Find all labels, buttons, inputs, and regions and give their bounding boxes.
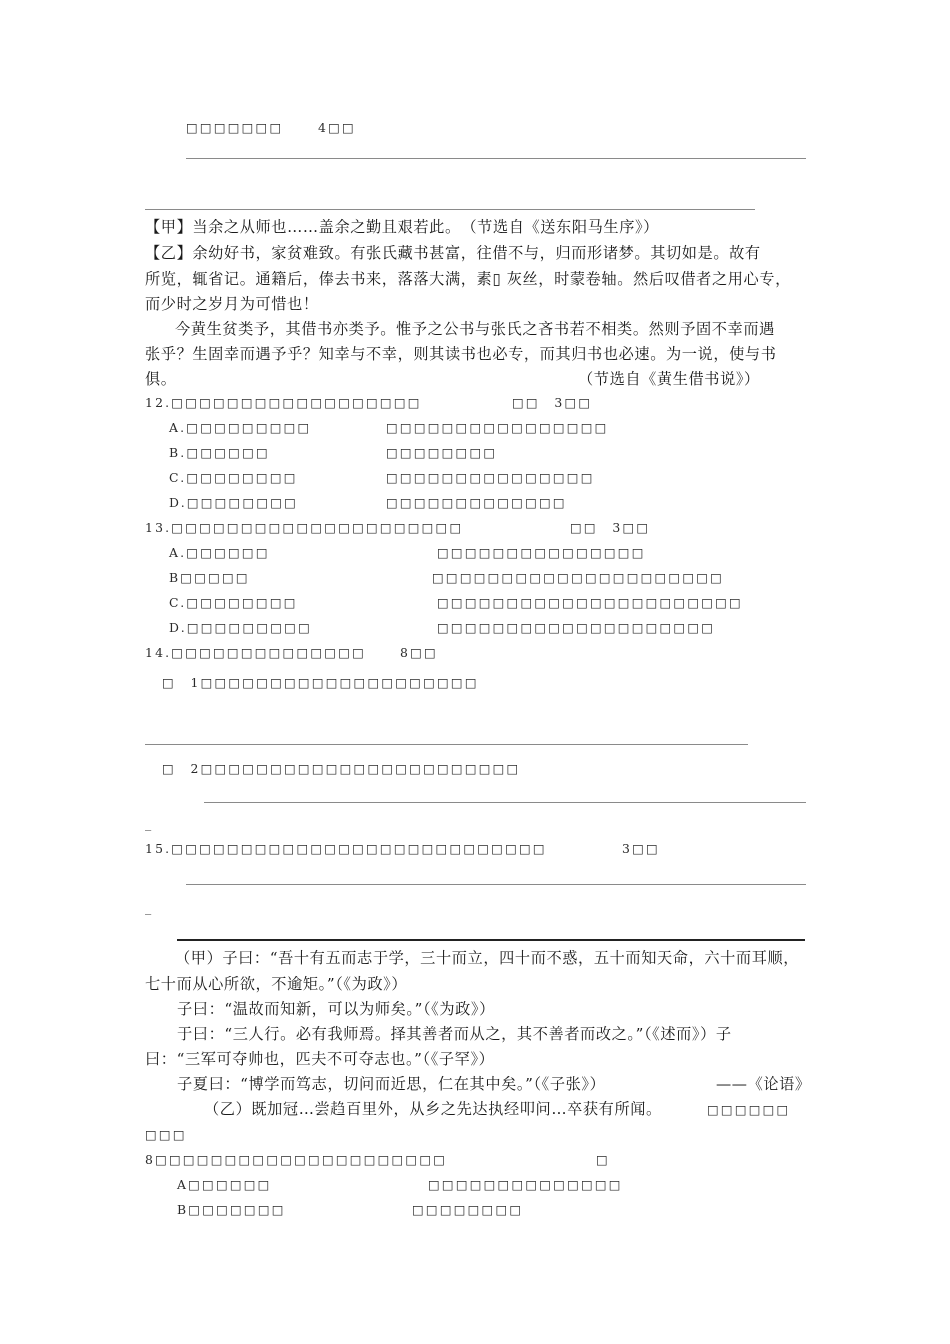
question-12-stem: 12.□□□□□□□□□□□□□□□□□□ <box>145 395 422 410</box>
section-divider <box>177 939 805 941</box>
option-a-left: A□□□□□□ <box>177 1177 272 1192</box>
passage-lunyu-source: ——《论语》 <box>716 1075 811 1093</box>
passage-yi-line: 俱。 <box>145 370 177 388</box>
question-12-points: □□ 3□□ <box>512 395 593 410</box>
question-prompt: □□□□□□□ <box>186 120 284 135</box>
passage-yi-line: 而少时之岁月为可惜也！ <box>145 295 319 313</box>
passage-yi2: （乙）既加冠…尝趋百里外，从乡之先达执经叩问…卒获有所闻。 <box>204 1100 662 1118</box>
passage-yi2-cont: □□□ <box>145 1127 187 1142</box>
answer-line <box>145 744 748 745</box>
passage-yi-line: 所览，辄省记。通籍后，俸去书来，落落大满，素▯ 灰丝，时蒙卷轴。然后叹借者之用心专， <box>145 270 791 288</box>
passage-yi-line: 张乎？生固幸而遇予乎？知幸与不幸，则其读书也必专，而其归书也必速。为一说，使与书 <box>145 345 777 363</box>
option-c-left: C.□□□□□□□□ <box>169 470 298 485</box>
question-14-sub-2: □ 2□□□□□□□□□□□□□□□□□□□□□□□ <box>162 761 521 776</box>
option-b-left: B.□□□□□□ <box>169 445 270 460</box>
option-a-left: A.□□□□□□□□□ <box>169 420 312 435</box>
question-14-stem: 14.□□□□□□□□□□□□□□ <box>145 645 367 660</box>
option-a-right: □□□□□□□□□□□□□□□□ <box>386 420 609 435</box>
option-b-right: □□□□□□□□ <box>412 1202 524 1217</box>
points-label: 4□□ <box>318 120 356 135</box>
option-c-right: □□□□□□□□□□□□□□□ <box>386 470 595 485</box>
question-13-stem: 13.□□□□□□□□□□□□□□□□□□□□□ <box>145 520 464 535</box>
option-a-right: □□□□□□□□□□□□□□□ <box>437 545 646 560</box>
option-b-right: □□□□□□□□ <box>386 445 498 460</box>
passage-yi2-tail: □□□□□□ <box>707 1102 791 1117</box>
answer-line <box>204 802 806 803</box>
option-d-left: D.□□□□□□□□ <box>169 495 299 510</box>
passage-yi-line: 今黄生贫类予，其借书亦类予。惟予之公书与张氏之吝书若不相类。然则予固不幸而遇 <box>175 320 775 338</box>
passage-lunyu-line: 子曰：“温故而知新，可以为师矣。”（《为政》） <box>177 1000 495 1018</box>
passage-lunyu-line: 曰：“三军可夺帅也，匹夫不可夺志也。”（《子罕》） <box>145 1050 495 1068</box>
section-divider <box>145 209 755 210</box>
question-15-stem: 15.□□□□□□□□□□□□□□□□□□□□□□□□□□□ <box>145 841 547 856</box>
question-13-points: □□ 3□□ <box>570 520 651 535</box>
passage-yi-line: 【乙】余幼好书，家贫难致。有张氏藏书甚富，往借不与，归而形诸梦。其切如是。故有 <box>145 244 761 262</box>
passage-lunyu-line: 于曰：“三人行。必有我师焉。择其善者而从之，其不善者而改之。”（《述而》）子 <box>177 1025 732 1043</box>
question-14-points: 8□□ <box>400 645 438 660</box>
option-c-right: □□□□□□□□□□□□□□□□□□□□□□ <box>437 595 743 610</box>
passage-lunyu-line: （甲）子曰：“吾十有五而志于学，三十而立，四十而不惑，五十而知天命，六十而耳顺， <box>175 949 800 967</box>
line-stub: _ <box>145 816 154 831</box>
question-15-points: 3□□ <box>622 841 660 856</box>
answer-line <box>186 884 806 885</box>
option-b-right: □□□□□□□□□□□□□□□□□□□□□ <box>432 570 725 585</box>
option-a-right: □□□□□□□□□□□□□□ <box>428 1177 623 1192</box>
option-d-right: □□□□□□□□□□□□□□□□□□□□ <box>437 620 716 635</box>
option-b-left: B□□□□□ <box>169 570 250 585</box>
question-8-points: □ <box>596 1152 610 1167</box>
passage-source: （节选自《黄生借书说》） <box>578 370 760 388</box>
option-b-left: B□□□□□□□ <box>177 1202 286 1217</box>
passage-lunyu-line: 子夏曰：“博学而笃志，切问而近思，仁在其中矣。”（《子张》） <box>177 1075 606 1093</box>
line-stub: _ <box>145 900 154 915</box>
passage-lunyu-line: 七十而从心所欲，不逾矩。”（《为政》） <box>145 975 408 993</box>
option-c-left: C.□□□□□□□□ <box>169 595 298 610</box>
answer-line <box>186 158 806 159</box>
question-14-sub-1: □ 1□□□□□□□□□□□□□□□□□□□□ <box>162 675 479 690</box>
option-d-left: D.□□□□□□□□□ <box>169 620 312 635</box>
option-a-left: A.□□□□□□ <box>169 545 270 560</box>
option-d-right: □□□□□□□□□□□□□ <box>386 495 567 510</box>
passage-jia: 【甲】当余之从师也……盖余之勤且艰若此。 （节选自《送东阳马生序》） <box>145 218 659 236</box>
question-8-stem: 8□□□□□□□□□□□□□□□□□□□□□ <box>145 1152 448 1167</box>
